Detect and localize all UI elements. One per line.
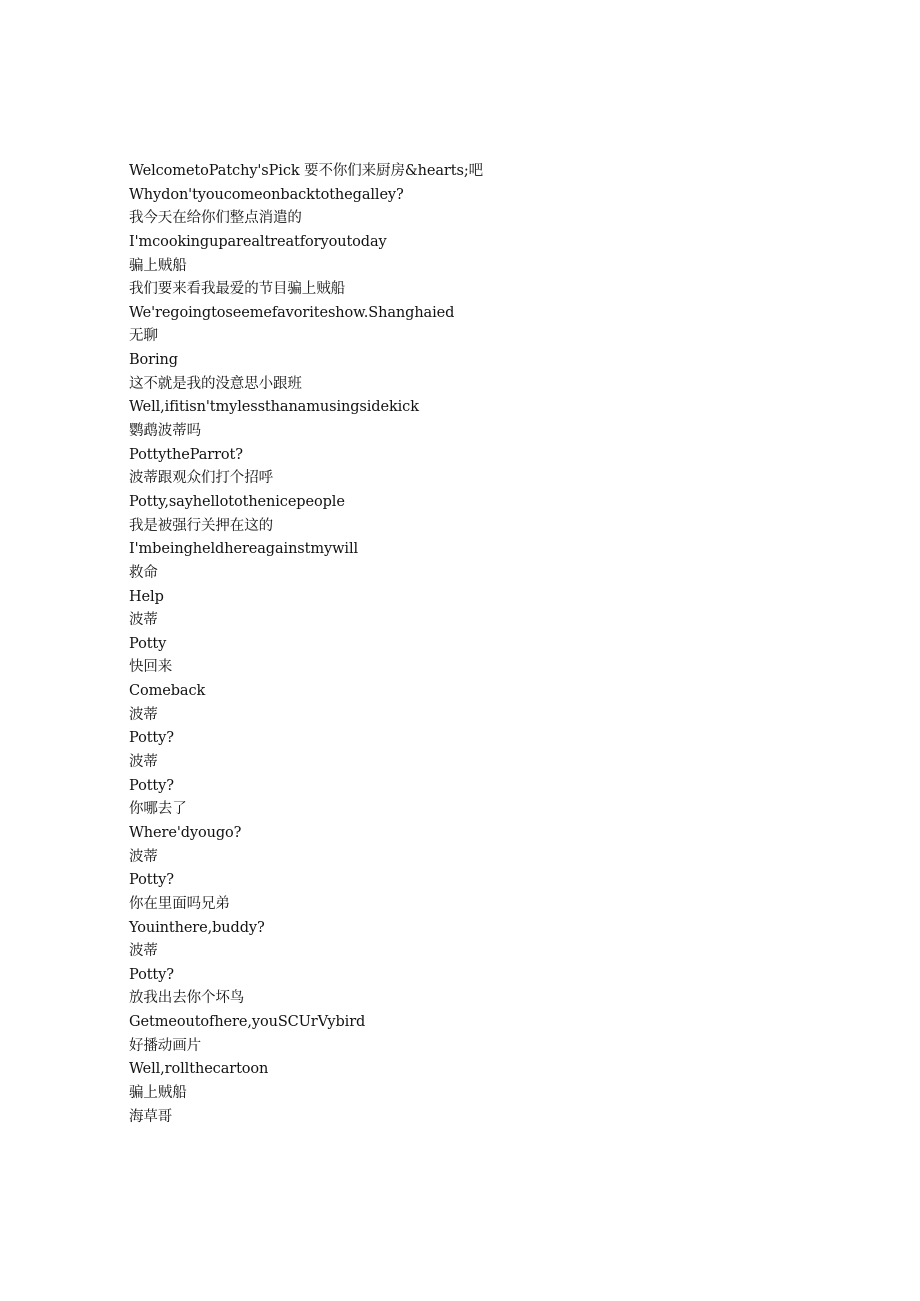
transcript-line: 波蒂 [129,943,158,960]
transcript-line: 你哪去了 [129,801,187,818]
transcript-line: 好播动画片 [129,1037,201,1054]
transcript-line: 海草哥 [129,1108,173,1125]
transcript-line: 你在里面吗兄弟 [129,895,230,912]
transcript-line: 波蒂 [129,754,158,771]
transcript-line: Potty [129,635,167,652]
transcript-line: 我今天在给你们整点消遣的 [129,210,302,227]
transcript-line: Well,rollthecartoon [129,1061,269,1078]
transcript-line: Whydon'tyoucomeonbacktothegalley? [129,186,404,203]
transcript-line: Boring [129,352,178,369]
transcript-line: 这不就是我的没意思小跟班 [129,375,302,392]
transcript-line: 我是被强行关押在这的 [129,517,273,534]
transcript-line: 救命 [129,564,158,581]
transcript-line: 放我出去你个坏鸟 [129,990,245,1007]
transcript-line: 波蒂跟观众们打个招呼 [129,470,273,487]
transcript-line: 骗上贼船 [129,257,187,274]
transcript-line: Help [129,588,164,605]
transcript-line: 波蒂 [129,706,158,723]
transcript-line: Potty? [129,777,174,794]
transcript-line: 波蒂 [129,612,158,629]
transcript-line: WelcometoPatchy'sPick 要不你们来厨房&hearts;吧 [129,163,483,179]
transcript-line: Potty,sayhellotothenicepeople [129,493,345,510]
transcript-line: Well,ifitisn'tmylessthanamusingsidekick [129,399,419,416]
transcript-line: I'mcookinguparealtreatforyoutoday [129,233,387,250]
transcript-line: 波蒂 [129,848,158,865]
transcript-line: Potty? [129,730,174,747]
transcript-line: Getmeoutofhere,youSCUrVybird [129,1014,366,1031]
transcript-text [129,160,829,1129]
transcript-line: 鹦鹉波蒂吗 [129,423,201,440]
transcript-line: Comeback [129,683,206,700]
transcript-line: Youinthere,buddy? [129,919,265,936]
transcript-line: We'regoingtoseemefavoriteshow.Shanghaied [129,304,455,321]
transcript-line: 无聊 [129,328,158,345]
transcript-line: I'mbeingheldhereagainstmywill [129,541,359,558]
transcript-line: Potty? [129,872,174,889]
transcript-line: PottytheParrot? [129,446,243,463]
transcript-line: 快回来 [129,659,173,676]
transcript-line: Potty? [129,966,174,983]
transcript-line: Where'dyougo? [129,824,242,841]
transcript-line: 骗上贼船 [129,1084,187,1101]
transcript-line: 我们要来看我最爱的节目骗上贼船 [129,281,345,298]
